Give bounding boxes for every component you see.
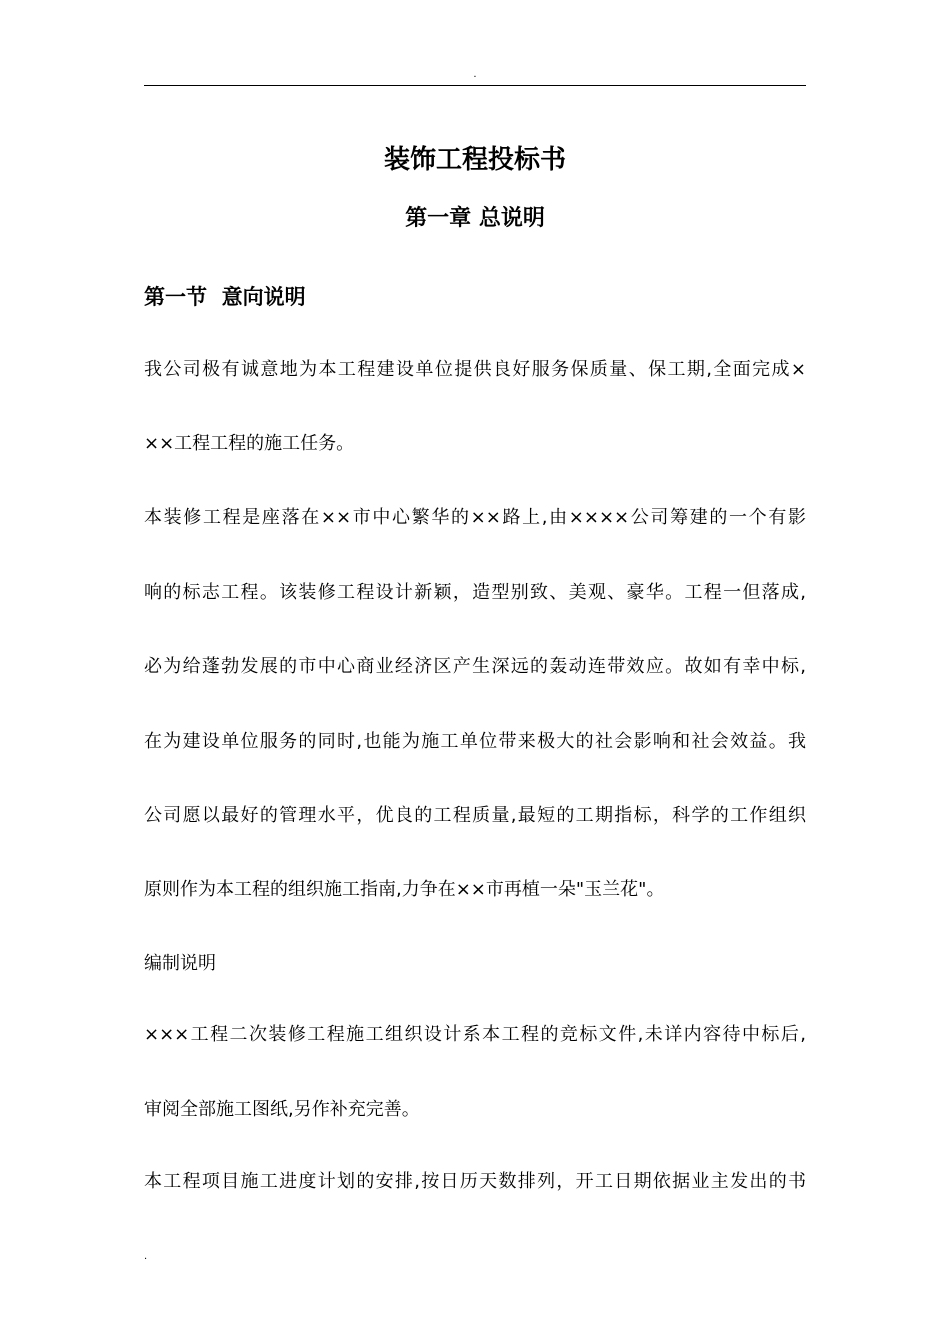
body-line-10: ×××工程二次装修工程施工组织设计系本工程的竞标文件,未详内容待中标后, <box>144 1024 806 1045</box>
body-line-8: 原则作为本工程的组织施工指南,力争在××市再植一朵"玉兰花"。 <box>144 879 665 900</box>
footer-mark: . <box>144 1251 148 1262</box>
body-line-4: 响的标志工程。该装修工程设计新颖，造型别致、美观、豪华。工程一但落成, <box>144 582 806 603</box>
subheading-compilation-notes: 编制说明 <box>144 953 216 974</box>
section-title: 第一节 意向说明 <box>144 285 306 309</box>
header-mark: . <box>473 69 477 80</box>
body-line-1: 我公司极有诚意地为本工程建设单位提供良好服务保质量、保工期,全面完成× <box>144 359 806 380</box>
body-line-7: 公司愿以最好的管理水平，优良的工程质量,最短的工期指标，科学的工作组织 <box>144 805 806 826</box>
body-line-2: ××工程工程的施工任务。 <box>144 433 355 454</box>
body-line-12: 本工程项目施工进度计划的安排,按日历天数排列，开工日期依据业主发出的书 <box>144 1171 806 1192</box>
document-title: 装饰工程投标书 <box>383 145 566 175</box>
body-line-11: 审阅全部施工图纸,另作补充完善。 <box>144 1099 420 1120</box>
body-line-3: 本装修工程是座落在××市中心繁华的××路上,由××××公司筹建的一个有影 <box>144 507 806 528</box>
body-line-5: 必为给蓬勃发展的市中心商业经济区产生深远的轰动连带效应。故如有幸中标, <box>144 656 806 677</box>
header-rule <box>144 85 806 86</box>
chapter-title: 第一章 总说明 <box>405 206 545 231</box>
body-line-6: 在为建设单位服务的同时,也能为施工单位带来极大的社会影响和社会效益。我 <box>144 731 806 752</box>
